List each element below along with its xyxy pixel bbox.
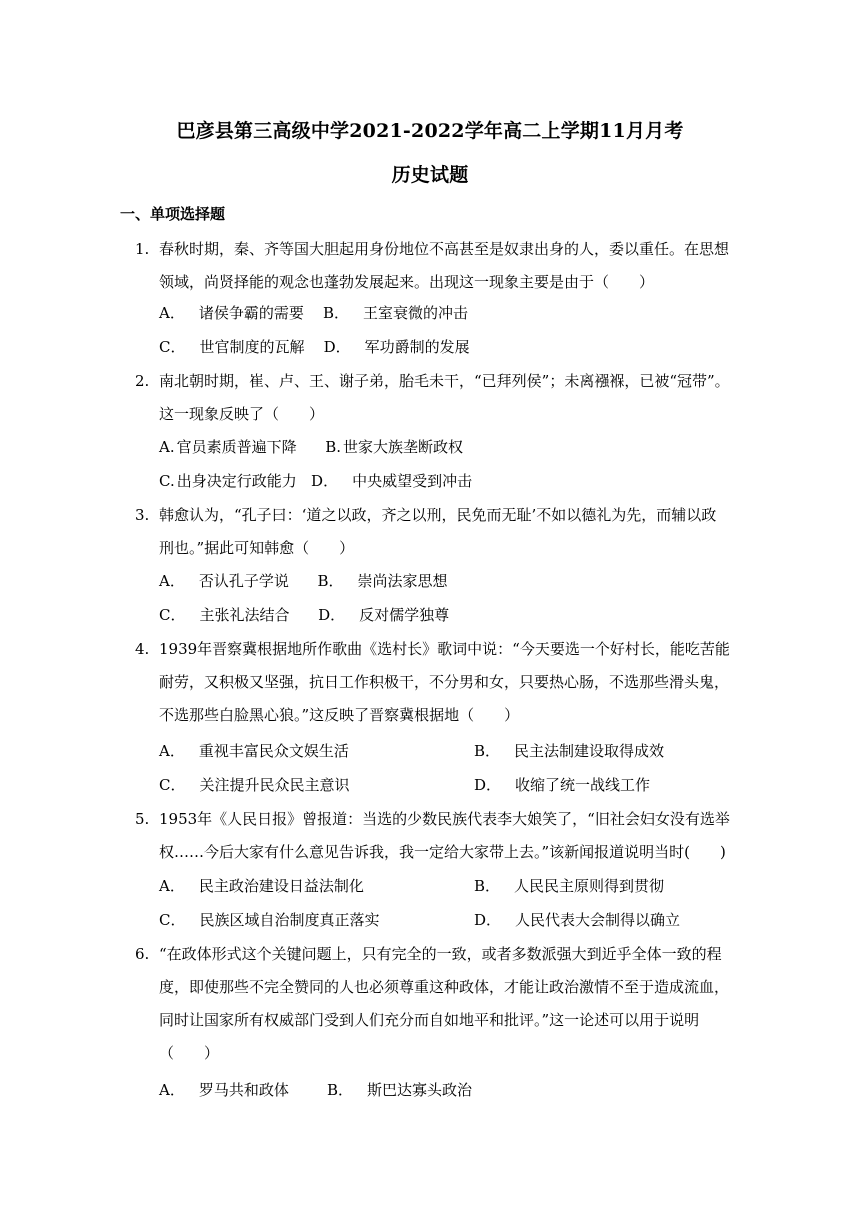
option-a: A． 重视丰富民众文娱生活 [159, 742, 349, 760]
question-text: 不选那些白脸黑心狼。”这反映了晋察冀根据地（ ） [159, 706, 520, 724]
option-c: C． 关注提升民众民主意识 [159, 776, 350, 794]
option-b: B． 王室衰微的冲击 [322, 304, 468, 322]
question-number: 2. [135, 372, 150, 390]
question-text: 耐劳，又积极又坚强，抗日工作积极干，不分男和女，只要热心肠，不选那些滑头鬼， [159, 673, 730, 691]
option-d: D． 反对儒学独尊 [318, 606, 450, 624]
question-6 [135, 938, 735, 1070]
option-a: A． 否认孔子学说 [159, 572, 289, 590]
question-text: 南北朝时期，崔、卢、王、谢子弟，胎毛未干，“已拜列侯”；未离襁褓，已被“冠带”。 [159, 372, 730, 390]
question-number: 1. [135, 240, 150, 258]
question-5-options [159, 869, 789, 937]
option-a: A． 民主政治建设日益法制化 [159, 877, 364, 895]
option-a: A． 罗马共和政体 [159, 1081, 289, 1099]
question-number: 5. [135, 810, 150, 828]
question-text: 1953年《人民日报》曾报道：当选的少数民族代表李大娘笑了，“旧社会妇女没有选举 [159, 810, 730, 828]
question-text: 同时让国家所有权威部门受到人们充分而自如地平和批评。”这一论述可以用于说明 [159, 1011, 700, 1029]
option-b: B． 斯巴达寡头政治 [327, 1081, 473, 1099]
question-number: 6. [135, 945, 150, 963]
question-number: 4. [135, 640, 150, 658]
question-number: 3. [135, 506, 150, 524]
question-text: 1939年晋察冀根据地所作歌曲《选村长》歌词中说：“今天要选一个好村长，能吃苦能 [159, 640, 730, 658]
exam-title: 巴彦县第三高级中学2021-2022学年高二上学期11月月考 [176, 120, 684, 142]
question-text: 春秋时期，秦、齐等国大胆起用身份地位不高甚至是奴隶出身的人，委以重任。在思想 [159, 240, 730, 258]
option-c: C． 世官制度的瓦解 [159, 338, 305, 356]
option-d: D． 军功爵制的发展 [323, 338, 470, 356]
question-text: （ ） [159, 1044, 220, 1062]
question-3 [135, 499, 735, 565]
question-text: 领域，尚贤择能的观念也蓬勃发展起来。出现这一现象主要是由于（ ） [159, 273, 655, 291]
question-4 [135, 633, 735, 732]
option-c: C． 主张礼法结合 [159, 606, 290, 624]
section-heading: 一、单项选择题 [120, 205, 226, 223]
question-2 [135, 365, 735, 431]
question-text: 这一现象反映了（ ） [159, 405, 325, 423]
option-b: B． 民主法制建设取得成效 [474, 742, 665, 760]
option-b: B. 世家大族垄断政权 [325, 438, 464, 456]
question-text: 刑也。”据此可知韩愈（ ） [159, 539, 355, 557]
question-1 [135, 233, 735, 299]
option-d: D． 中央威望受到冲击 [311, 472, 473, 490]
question-3-options [159, 564, 449, 632]
question-1-options [159, 296, 470, 364]
option-d: D． 人民代表大会制得以确立 [474, 911, 681, 929]
option-d: D． 收缩了统一战线工作 [474, 776, 651, 794]
option-a: A. 官员素质普遍下降 [159, 438, 297, 456]
option-b: B． 崇尚法家思想 [317, 572, 448, 590]
question-text: 权……今后大家有什么意见告诉我，我一定给大家带上去。”该新闻报道说明当时( ) [159, 843, 726, 861]
question-text: 度，即使那些不完全赞同的人也必须尊重这种政体，才能让政治激情不至于造成流血， [159, 978, 730, 996]
question-6-options [159, 1073, 472, 1107]
option-c: C. 出身决定行政能力 [159, 472, 297, 490]
question-4-options [159, 734, 789, 802]
option-a: A． 诸侯争霸的需要 [159, 304, 304, 322]
question-5 [135, 803, 735, 869]
exam-subject-title: 历史试题 [391, 164, 469, 186]
question-text: 韩愈认为，“孔子曰：‘道之以政，齐之以刑，民免而无耻’不如以德礼为先，而辅以政 [159, 506, 717, 524]
option-c: C． 民族区域自治制度真正落实 [159, 911, 380, 929]
question-text: “在政体形式这个关键问题上，只有完全的一致，或者多数派强大到近乎全体一致的程 [159, 945, 722, 963]
option-b: B． 人民民主原则得到贯彻 [474, 877, 665, 895]
question-2-options [159, 430, 472, 498]
